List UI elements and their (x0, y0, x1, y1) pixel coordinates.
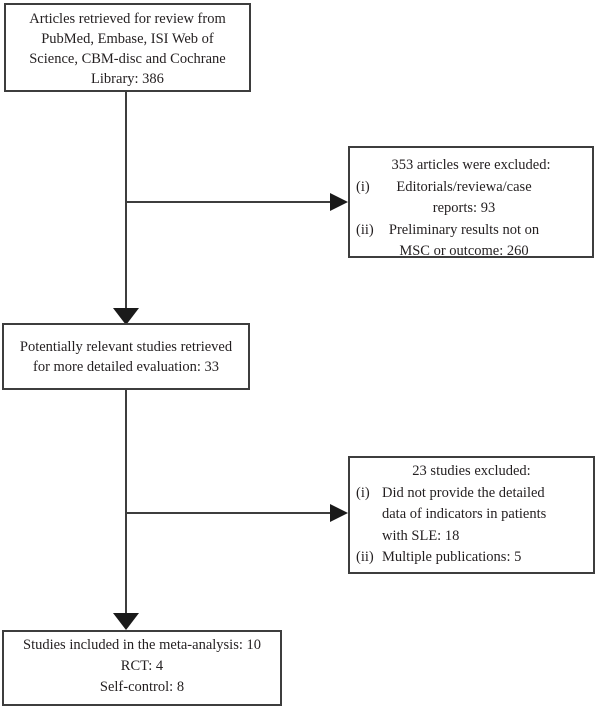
item-text-line: reports: 93 (432, 200, 496, 216)
box-text-line: for more detailed evaluation: 33 (32, 359, 219, 375)
item-text-line: Editorials/reviewa/case (396, 178, 532, 195)
box-articles-retrieved (4, 3, 251, 92)
list-item (356, 177, 586, 220)
box-text-line: Science, CBM-disc and Cochrane (29, 51, 226, 67)
connector-branch-2 (126, 512, 331, 514)
arrowhead-right-icon (330, 193, 348, 211)
item-text-line: Preliminary results not on (388, 221, 540, 238)
connector-branch-1 (126, 201, 331, 203)
box-text-line: PubMed, Embase, ISI Web of (41, 31, 214, 47)
item-marker: (ii) (356, 221, 374, 238)
exclusion-title: 23 studies excluded: (412, 463, 531, 479)
arrowhead-right-icon (330, 504, 348, 522)
box-text-line: Articles retrieved for review from (29, 11, 226, 27)
item-marker: (i) (356, 484, 370, 501)
box-text-line: Library: 386 (91, 71, 164, 87)
connector-vertical-2 (125, 390, 127, 614)
item-text-line: Multiple publications: 5 (382, 549, 522, 565)
box-text-line: Potentially relevant studies retrieved (19, 339, 233, 355)
list-item (356, 547, 587, 569)
arrowhead-down-icon (113, 613, 139, 630)
item-text-line: with SLE: 18 (382, 527, 460, 544)
list-item (356, 483, 587, 548)
item-marker: (ii) (356, 549, 374, 565)
item-marker: (i) (356, 178, 370, 195)
box-included-studies (2, 630, 282, 706)
exclusion-title: 353 articles were excluded: (391, 157, 551, 173)
list-item (356, 220, 586, 263)
item-text (382, 177, 586, 220)
item-text (382, 483, 587, 548)
box-text-line: Self-control: 8 (99, 679, 185, 695)
item-text (382, 220, 586, 263)
box-text-line: Studies included in the meta-analysis: 10 (23, 637, 261, 653)
box-excluded-studies (348, 456, 595, 574)
box-relevant-studies (2, 323, 250, 390)
box-excluded-articles (348, 146, 594, 258)
box-text-line: RCT: 4 (120, 658, 164, 674)
item-text-line: MSC or outcome: 260 (399, 243, 529, 259)
item-text-line: data of indicators in patients (382, 506, 547, 522)
item-text-line: Did not provide the detailed (382, 484, 545, 501)
item-text (382, 547, 587, 569)
